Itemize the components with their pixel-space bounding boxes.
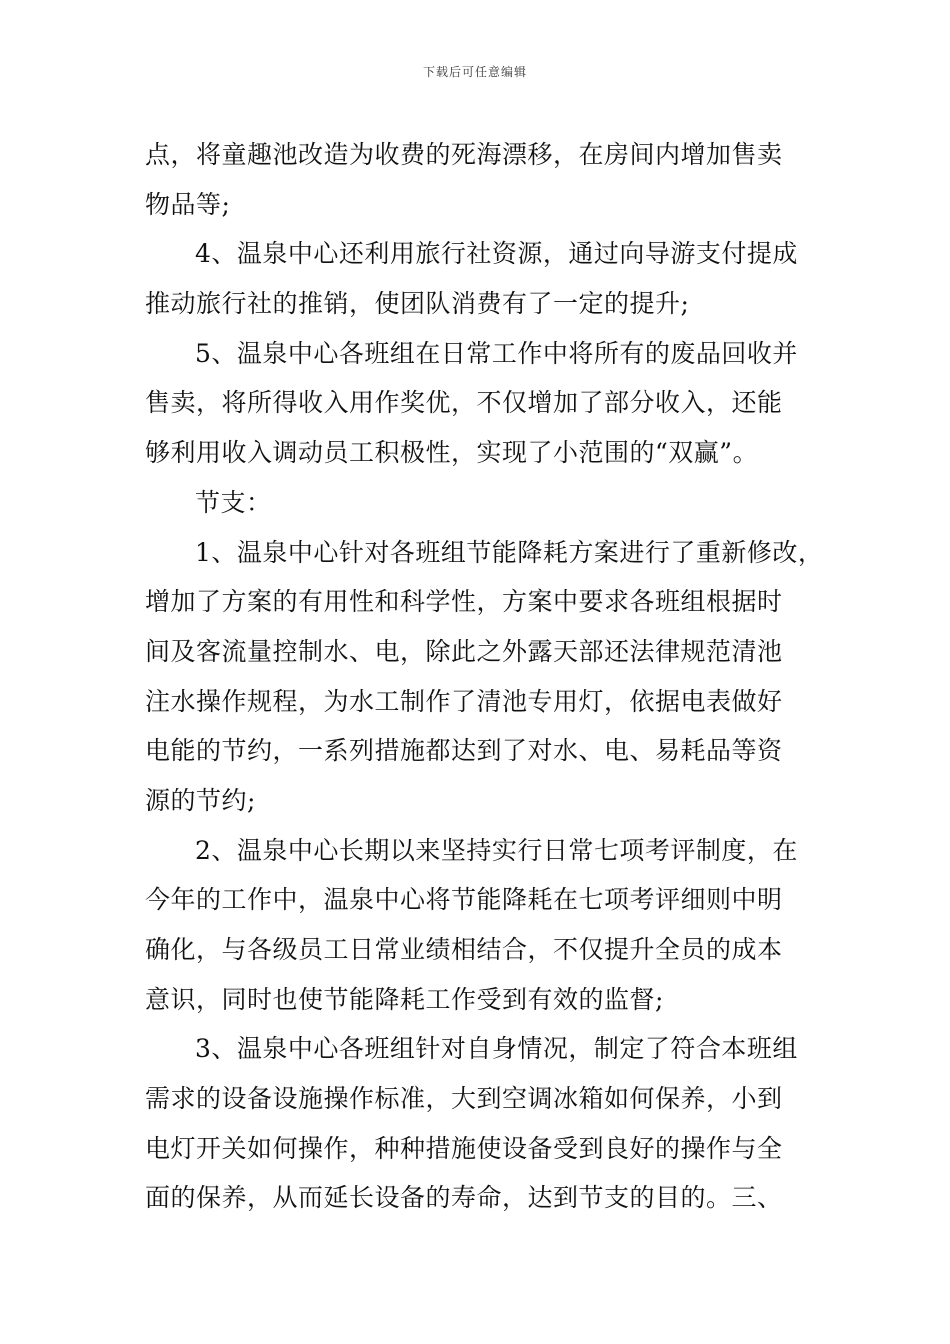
text-line: 确化，与各级员工日常业绩相结合，不仅提升全员的成本 (145, 935, 783, 964)
text-line: 电灯开关如何操作，种种措施使设备受到良好的操作与全 (145, 1133, 783, 1163)
section-heading: 节支： (195, 487, 272, 517)
text-line: 3、温泉中心各班组针对自身情况，制定了符合本班组 (195, 1034, 798, 1064)
text-line: 意识，同时也使节能降耗工作受到有效的监督; (145, 984, 664, 1014)
text-line: 够利用收入调动员工积极性，实现了小范围的“双赢”。 (145, 438, 759, 468)
text-line: 注水操作规程，为水工制作了清池专用灯，依据电表做好 (145, 686, 783, 716)
text-line: 点，将童趣池改造为收费的死海漂移，在房间内增加售卖 (145, 140, 783, 169)
text-line: 2、温泉中心长期以来坚持实行日常七项考评制度，在 (195, 835, 798, 865)
text-line: 售卖，将所得收入用作奖优，不仅增加了部分收入，还能 (145, 388, 783, 418)
text-line: 面的保养，从而延长设备的寿命，达到节支的目的。三、 (145, 1183, 783, 1213)
text-line: 增加了方案的有用性和科学性，方案中要求各班组根据时 (145, 587, 783, 617)
text-line: 电能的节约，一系列措施都达到了对水、电、易耗品等资 (145, 736, 783, 766)
text-line: 5、温泉中心各班组在日常工作中将所有的废品回收并 (195, 338, 798, 368)
text-line: 1、温泉中心针对各班组节能降耗方案进行了重新修改， (195, 537, 824, 567)
page-header: 下载后可任意编辑 (422, 65, 527, 79)
text-line: 源的节约; (145, 785, 256, 815)
text-line: 今年的工作中，温泉中心将节能降耗在七项考评细则中明 (145, 885, 783, 915)
text-line: 4、温泉中心还利用旅行社资源，通过向导游支付提成 (195, 239, 798, 269)
text-line: 间及客流量控制水、电，除此之外露天部还法律规范清池 (145, 636, 783, 666)
text-line: 推动旅行社的推销，使团队消费有了一定的提升; (145, 289, 690, 319)
text-line: 物品等; (145, 189, 231, 219)
document-body (145, 130, 824, 1223)
text-line: 需求的设备设施操作标准，大到空调冰箱如何保养，小到 (145, 1084, 783, 1114)
